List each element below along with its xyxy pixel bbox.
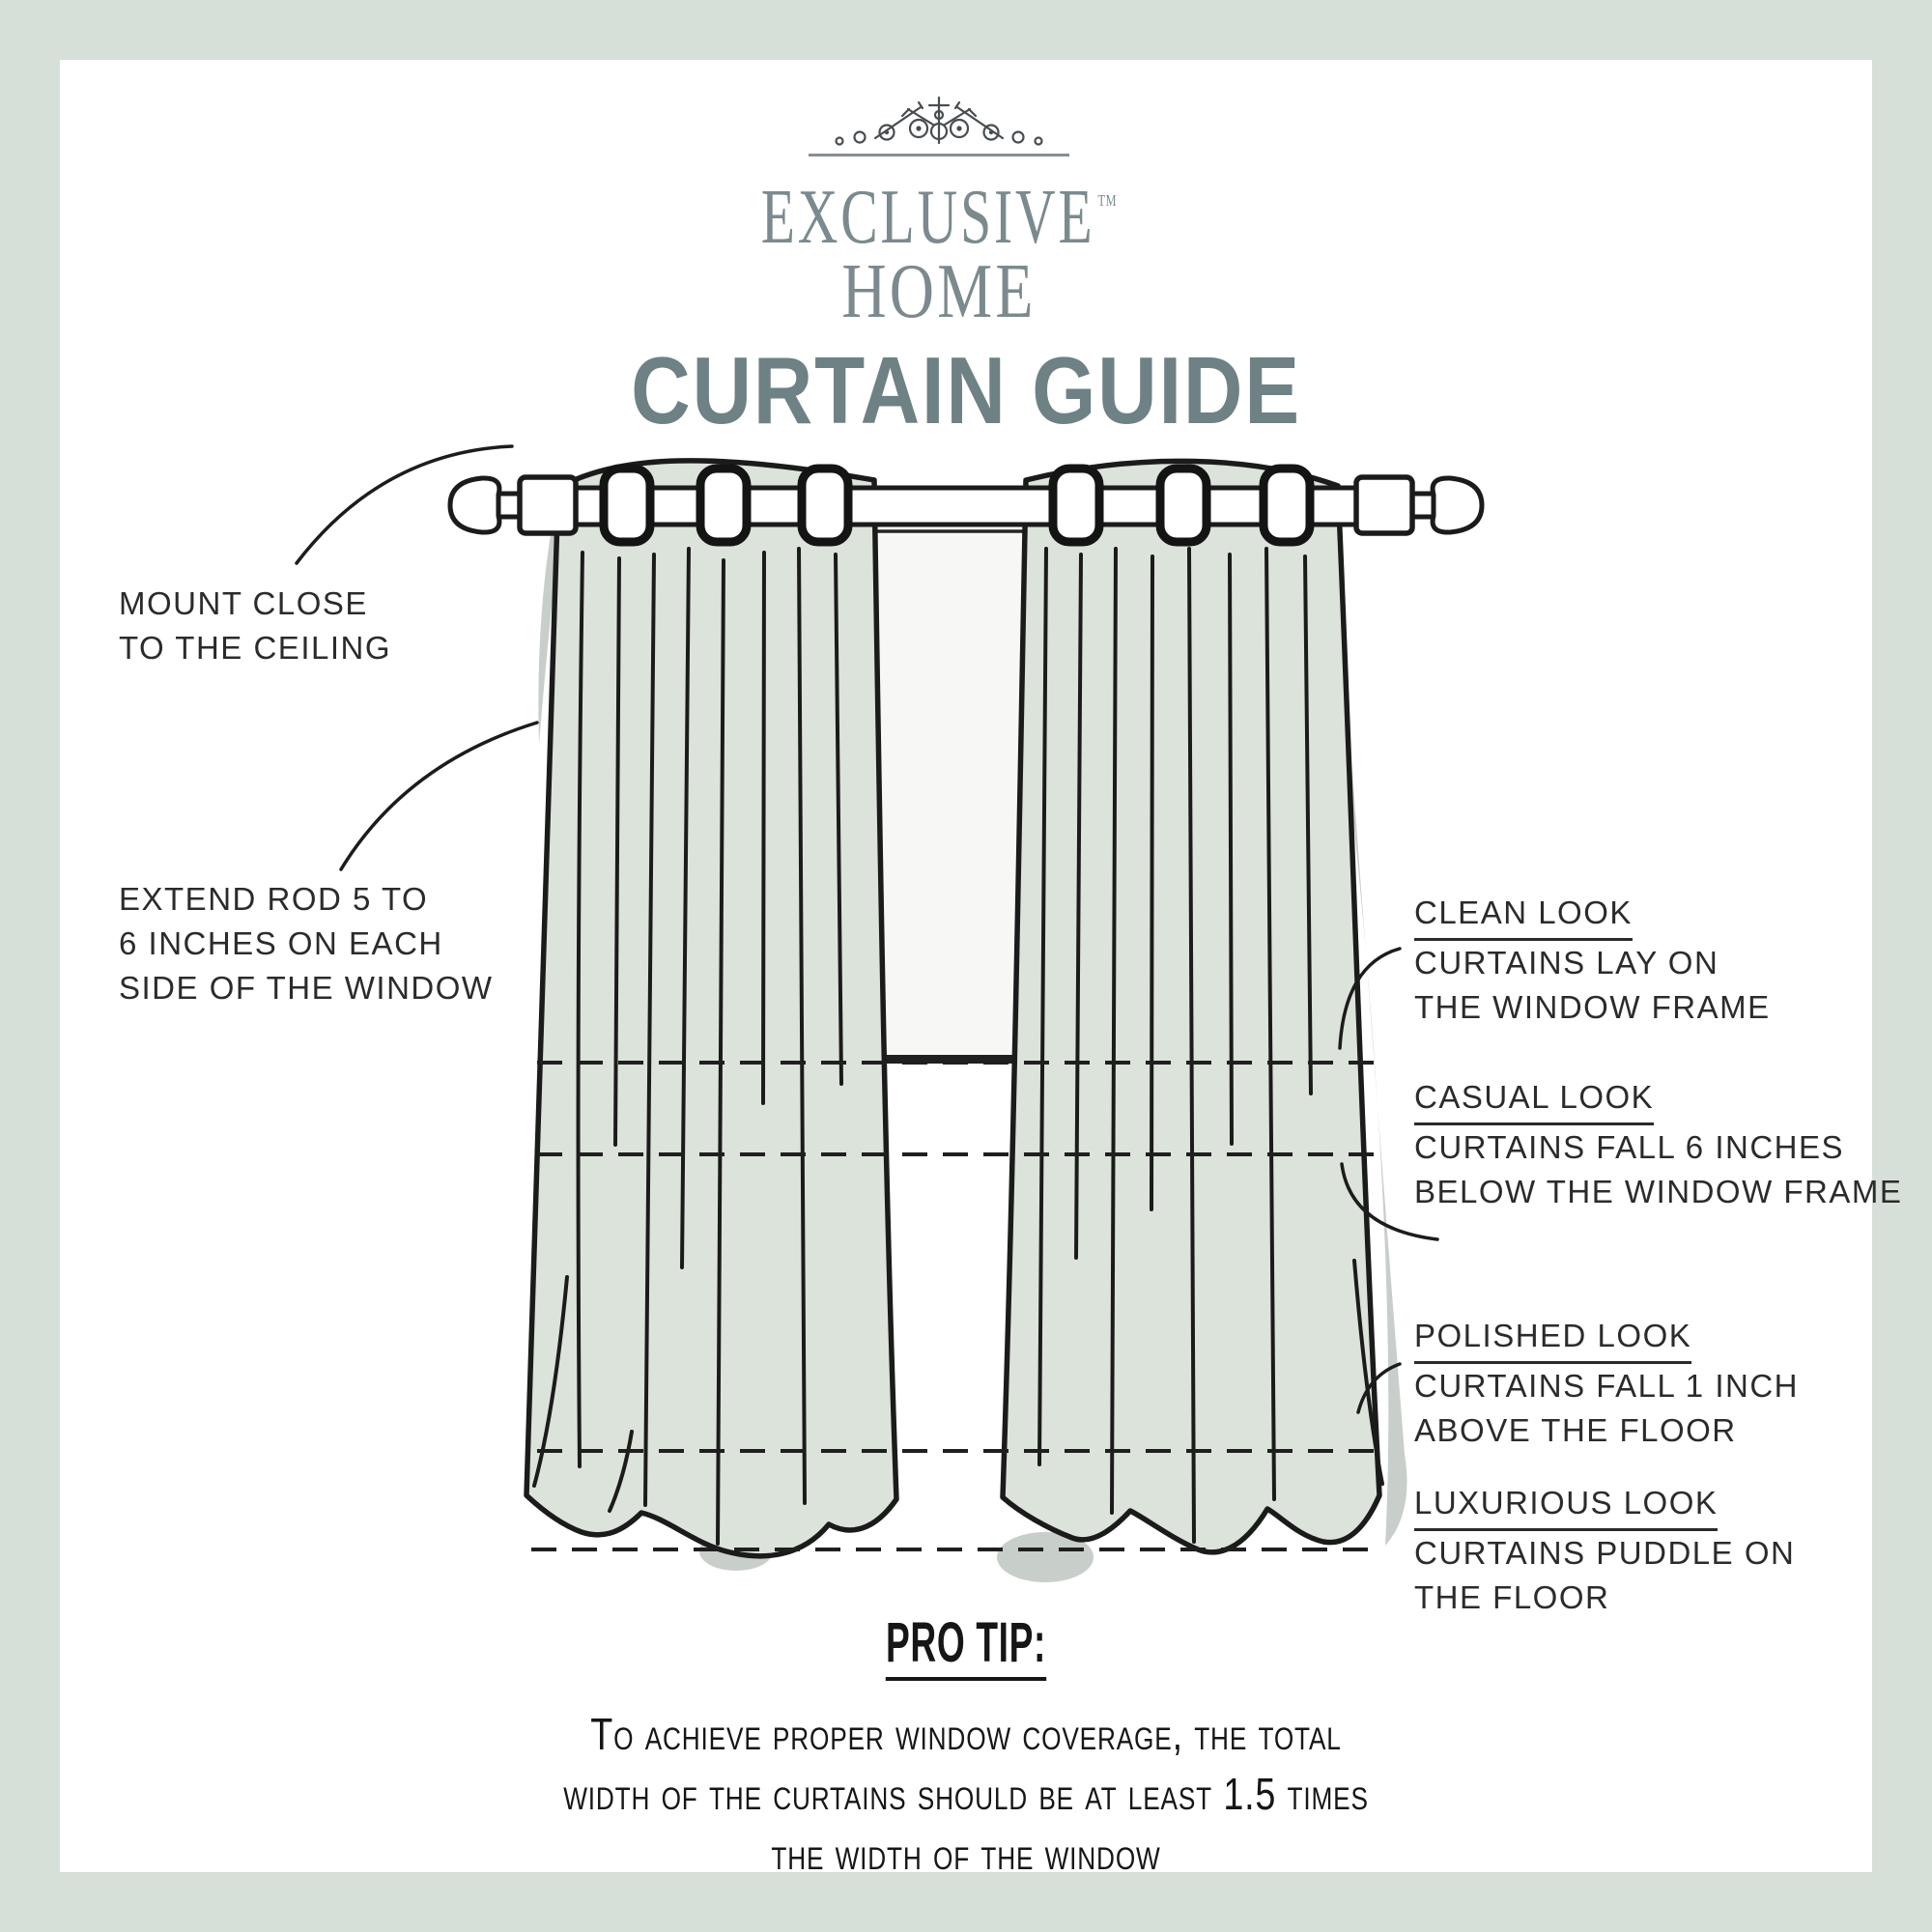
look-heading-text: POLISHED LOOK	[1414, 1314, 1691, 1364]
look-heading-text: CLEAN LOOK	[1414, 891, 1633, 941]
pro-tip-heading	[348, 1611, 1584, 1681]
look-heading	[1414, 1314, 1799, 1364]
extend-pointer-curve	[341, 723, 537, 869]
annotation-line: CURTAINS FALL 1 INCH	[1414, 1368, 1799, 1404]
pro-tip-line: width of the curtains should be at least 1.5 times	[563, 1769, 1369, 1819]
pro-tip-line: the width of the window	[771, 1829, 1161, 1879]
look-heading	[1414, 891, 1771, 941]
annotation-line: CURTAINS LAY ON	[1414, 945, 1719, 980]
brand-word-home: HOME	[841, 249, 1037, 334]
annotation-polished-look	[1414, 1314, 1799, 1453]
pro-tip-line: To achieve proper window coverage, the total	[590, 1709, 1342, 1759]
annotation-line: ABOVE THE FLOOR	[1414, 1412, 1737, 1448]
trademark-mark: TM	[1097, 191, 1118, 210]
annotation-clean-look	[1414, 891, 1771, 1030]
annotation-line: 6 INCHES ON EACH	[119, 925, 443, 961]
curtain-panel-icon	[1003, 461, 1382, 1552]
look-heading	[1414, 1481, 1795, 1531]
rod-finial-icon	[1356, 477, 1482, 533]
pro-tip-heading-text: PRO TIP:	[886, 1611, 1046, 1681]
curtain-panel-icon	[526, 461, 896, 1556]
look-heading	[1414, 1075, 1902, 1125]
look-heading-text: CASUAL LOOK	[1414, 1075, 1654, 1125]
annotation-luxurious-look	[1414, 1481, 1795, 1620]
brand-word-exclusive: EXCLUSIVE	[760, 175, 1095, 260]
annotation-line: THE FLOOR	[1414, 1579, 1610, 1615]
page-title: CURTAIN GUIDE	[631, 337, 1301, 443]
annotation-mount-close	[119, 582, 391, 670]
annotation-line: SIDE OF THE WINDOW	[119, 970, 494, 1006]
annotation-line: THE WINDOW FRAME	[1414, 989, 1771, 1025]
pro-tip-body	[174, 1704, 1758, 1884]
rod-finial-icon	[450, 477, 576, 533]
annotation-line: EXTEND ROD 5 TO	[119, 881, 429, 917]
annotation-line: TO THE CEILING	[119, 630, 392, 666]
annotation-line: CURTAINS PUDDLE ON	[1414, 1535, 1796, 1571]
annotation-line: CURTAINS FALL 6 INCHES	[1414, 1129, 1845, 1165]
look-heading-text: LUXURIOUS LOOK	[1414, 1481, 1718, 1531]
annotation-casual-look	[1414, 1075, 1902, 1214]
annotation-line: BELOW THE WINDOW FRAME	[1414, 1174, 1903, 1209]
pro-tip-block	[0, 1611, 1932, 1884]
annotation-extend-rod	[119, 877, 494, 1010]
annotation-line: MOUNT CLOSE	[119, 585, 368, 621]
